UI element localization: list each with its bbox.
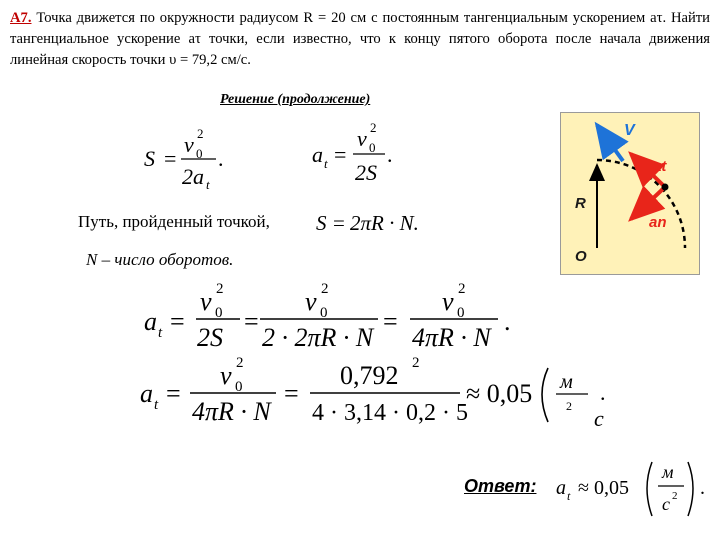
svg-text:=: =: [164, 146, 177, 171]
svg-text:v: v: [357, 126, 367, 151]
svg-text:=: =: [383, 307, 398, 336]
an-label: an: [649, 214, 667, 231]
at-label: at: [653, 158, 667, 175]
svg-text:c: c: [594, 406, 604, 431]
velocity-label: V: [624, 122, 635, 139]
svg-text:v: v: [200, 287, 212, 316]
svg-text:c: c: [662, 494, 670, 514]
formula-at-chain: [144, 281, 511, 352]
svg-text:v: v: [220, 361, 232, 390]
svg-text:2: 2: [672, 490, 678, 502]
svg-text:.: .: [504, 307, 511, 336]
answer-formula: [556, 462, 705, 516]
svg-text:.: .: [700, 477, 705, 499]
svg-text:S: S: [316, 211, 327, 235]
svg-text:2: 2: [566, 399, 572, 413]
svg-text:2: 2: [370, 120, 377, 135]
svg-text:2: 2: [458, 281, 466, 297]
svg-text:≈ 0,05: ≈ 0,05: [466, 379, 533, 408]
svg-text:S: S: [144, 146, 155, 171]
svg-text:0: 0: [196, 146, 203, 161]
svg-text:0: 0: [369, 140, 376, 155]
answer-label: Ответ:: [464, 476, 537, 496]
svg-text:м: м: [560, 371, 573, 393]
svg-text:t: t: [567, 489, 571, 503]
svg-text:t: t: [154, 397, 159, 413]
svg-text:v: v: [184, 132, 194, 157]
svg-text:.: .: [387, 142, 393, 167]
svg-text:a: a: [556, 477, 566, 499]
svg-text:2a: 2a: [182, 164, 204, 189]
formula-s: [144, 126, 224, 192]
problem-tag: А7.: [10, 10, 32, 26]
svg-text:v: v: [442, 287, 454, 316]
svg-text:2: 2: [216, 281, 224, 297]
svg-text:4πR · N: 4πR · N: [192, 397, 271, 426]
svg-text:2S: 2S: [355, 160, 377, 185]
n-text: N – число оборотов.: [86, 250, 234, 269]
svg-text:v: v: [305, 287, 317, 316]
formula-at: [312, 120, 393, 185]
svg-text:.: .: [600, 380, 606, 405]
svg-text:=: =: [333, 211, 345, 235]
svg-text:0: 0: [320, 305, 328, 321]
solution-heading: Решение (продолжение): [220, 92, 371, 107]
svg-text:.: .: [218, 146, 224, 171]
svg-text:4 · 3,14 · 0,2 · 5: 4 · 3,14 · 0,2 · 5: [312, 400, 468, 426]
svg-text:2 · 2πR · N: 2 · 2πR · N: [262, 323, 374, 352]
svg-text:=: =: [170, 307, 185, 336]
svg-text:t: t: [324, 156, 328, 171]
svg-text:=: =: [244, 307, 259, 336]
problem-text: Точка движется по окружности радиусом R = 20 см с постоянным тангенциальным ускорением aτ. Найти тангенциальное ускорение aτ точки, если известно, что к концу пятого оборота после начала движения линейная скорость точки υ = 79,2 см/с.: [10, 10, 710, 68]
svg-text:a: a: [140, 379, 153, 408]
svg-text:0: 0: [457, 305, 465, 321]
svg-text:=: =: [284, 379, 299, 408]
svg-text:0,792: 0,792: [340, 361, 399, 390]
path-text: Путь, пройденный точкой,: [78, 212, 270, 231]
formula-at-numeric: [140, 355, 606, 431]
svg-text:≈ 0,05: ≈ 0,05: [578, 477, 629, 499]
svg-text:t: t: [206, 177, 210, 192]
svg-text:4πR · N: 4πR · N: [412, 323, 491, 352]
svg-text:2πR · N.: 2πR · N.: [350, 211, 419, 235]
radius-label: R: [575, 195, 586, 212]
svg-text:=: =: [166, 379, 181, 408]
svg-text:0: 0: [215, 305, 223, 321]
svg-text:=: =: [334, 142, 347, 167]
svg-text:t: t: [158, 325, 163, 341]
formula-path: [316, 211, 419, 235]
svg-text:2: 2: [236, 355, 244, 371]
svg-text:м: м: [662, 462, 674, 482]
svg-text:2S: 2S: [197, 323, 223, 352]
svg-text:0: 0: [235, 379, 243, 395]
svg-text:2: 2: [197, 126, 204, 141]
svg-text:a: a: [312, 142, 323, 167]
svg-text:a: a: [144, 307, 157, 336]
svg-text:2: 2: [412, 355, 420, 371]
origin-label: O: [575, 248, 587, 265]
svg-text:2: 2: [321, 281, 329, 297]
